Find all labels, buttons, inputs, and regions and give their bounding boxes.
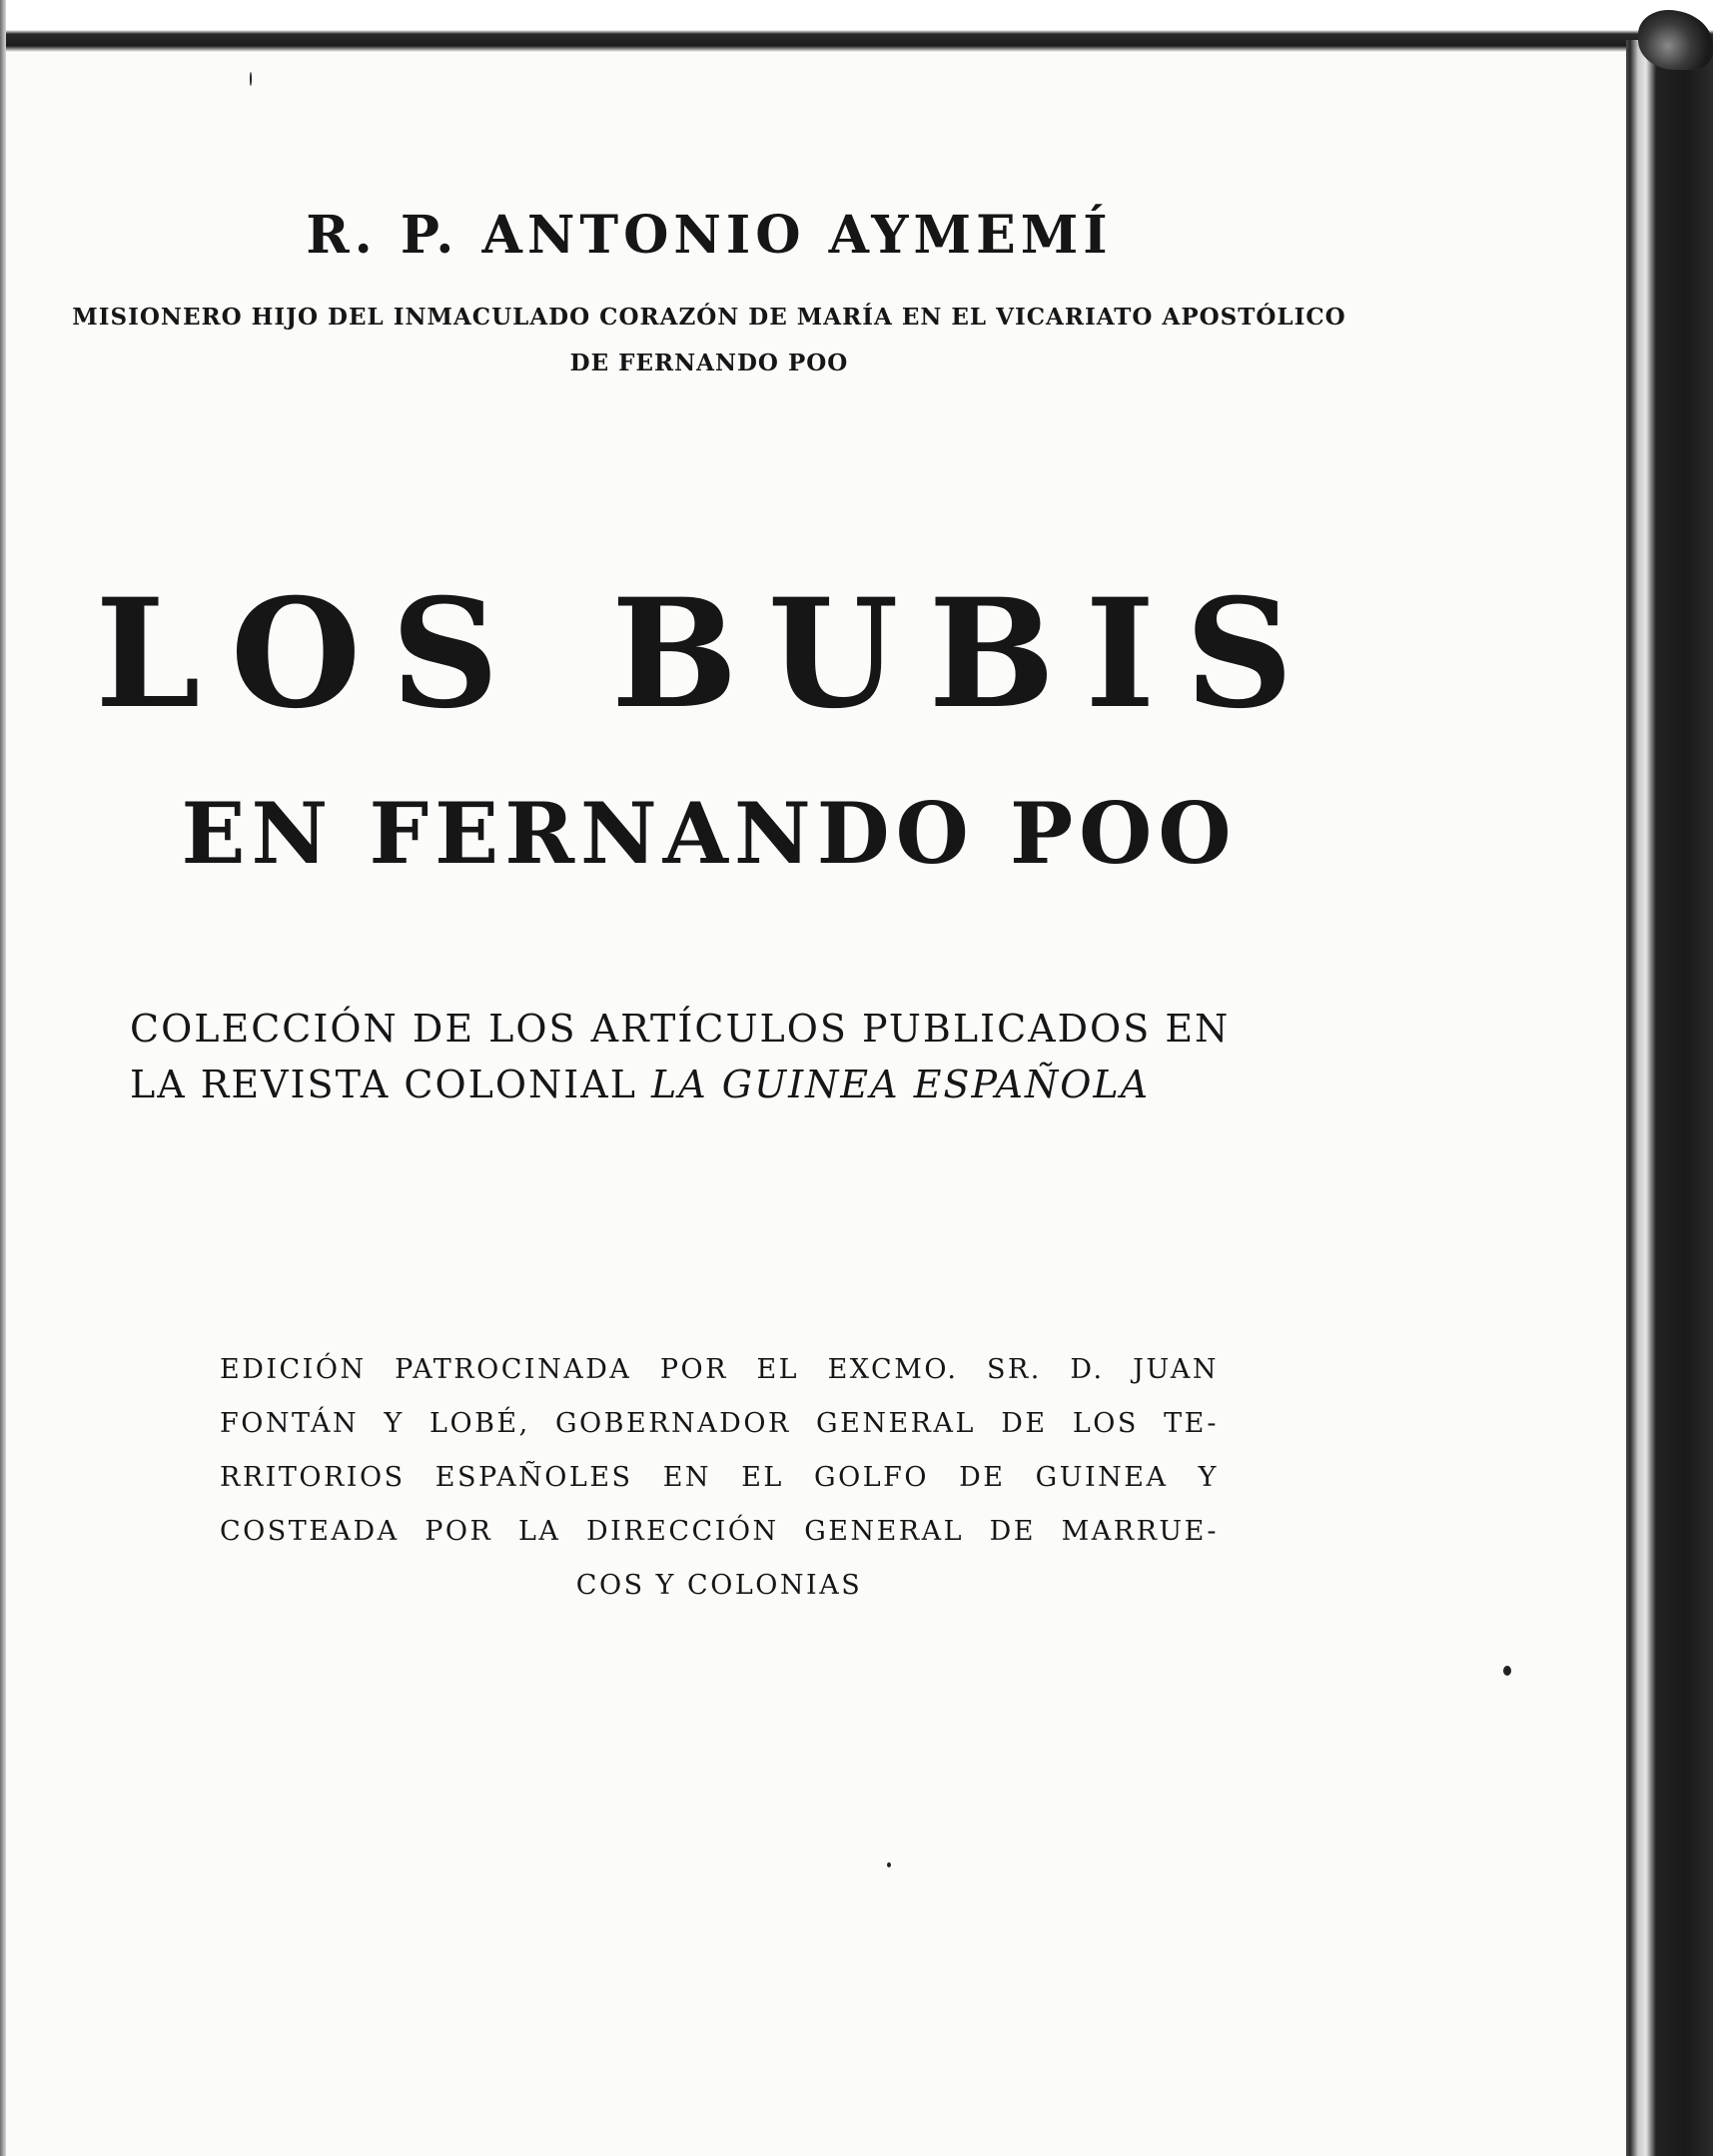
- edition-line-5: COS Y COLONIAS: [575, 1570, 863, 1601]
- edition-line-1: EDICIÓN PATROCINADA POR EL EXCMO. SR. D. JUAN: [220, 1354, 1219, 1385]
- scan-speck: [1503, 1666, 1511, 1676]
- scan-top-border: [0, 0, 1713, 52]
- scan-left-border: [0, 0, 6, 2156]
- author-subtitle-line-1: MISIONERO HIJO DEL INMACULADO CORAZÓN DE MARÍA EN EL VICARIATO APOSTÓLICO: [72, 304, 1346, 331]
- edition-note: [220, 1343, 1219, 1613]
- author-subtitle-line-2: DE FERNANDO POO: [569, 350, 849, 376]
- scan-speck: [250, 72, 252, 86]
- book-title-line-2: EN FERNANDO POO: [181, 784, 1238, 883]
- scan-speck: [887, 1862, 891, 1867]
- collection-line-1: COLECCIÓN DE LOS ARTÍCULOS PUBLICADOS EN: [130, 1007, 1231, 1051]
- collection-line-2-prefix: LA REVISTA COLONIAL: [130, 1063, 637, 1106]
- collection-description: [130, 1001, 1279, 1112]
- edition-line-2: FONTÁN Y LOBÉ, GOBERNADOR GENERAL DE LOS TE-: [220, 1408, 1219, 1439]
- author-subtitle: [60, 295, 1358, 386]
- edition-line-4: COSTEADA POR LA DIRECCIÓN GENERAL DE MARRUE-: [220, 1516, 1219, 1547]
- scan-right-border: [1626, 40, 1713, 2156]
- journal-name: LA GUINEA ESPAÑOLA: [651, 1063, 1151, 1106]
- edition-line-3: RRITORIOS ESPAÑOLES EN EL GOLFO DE GUINEA Y: [220, 1462, 1219, 1493]
- book-title: LOS BUBIS: [95, 566, 1323, 742]
- collection-line-2: [130, 1057, 1279, 1112]
- author-name: R. P. ANTONIO AYMEMÍ: [306, 205, 1113, 266]
